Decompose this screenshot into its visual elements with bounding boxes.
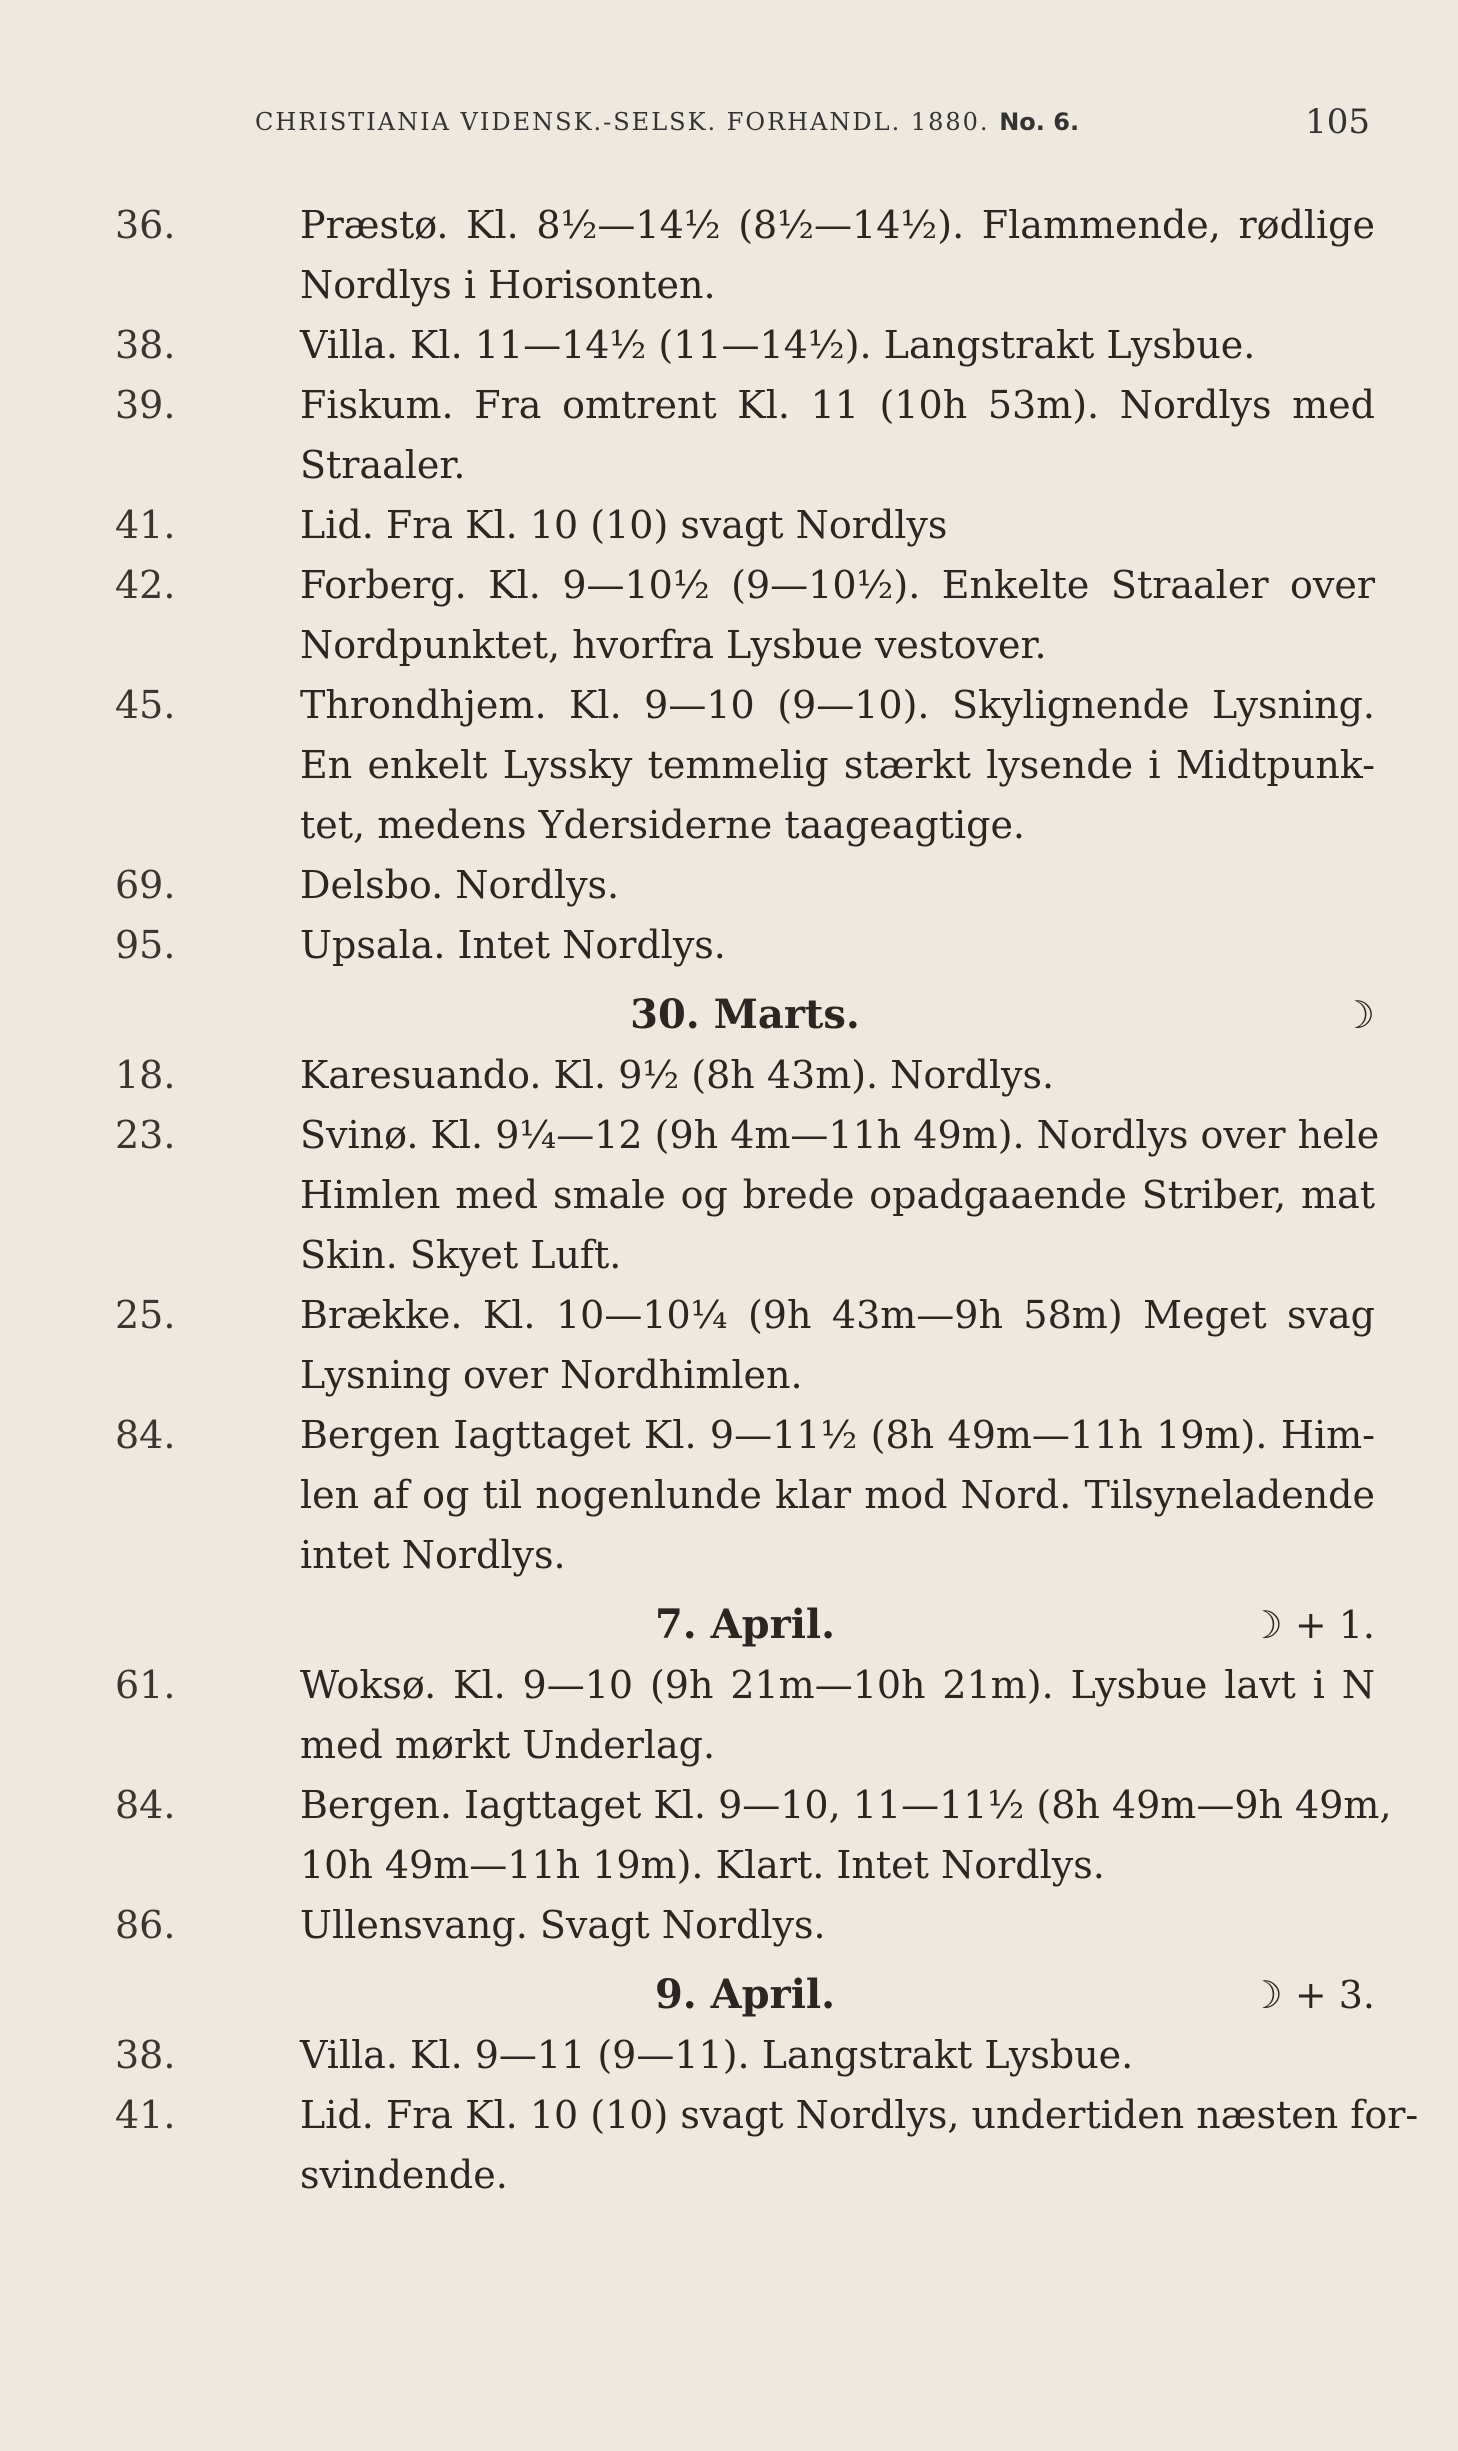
- station-entry: [115, 855, 1375, 915]
- entry-line: Delsbo. Nordlys.: [300, 863, 620, 907]
- issue-number: No. 6.: [999, 108, 1080, 136]
- section-title: 7. April.: [654, 1601, 836, 1648]
- entry-line: Throndhjem. Kl. 9—10 (9—10). Skylignende Lysning.: [300, 683, 1375, 727]
- entry-line: svindende.: [300, 2153, 508, 2197]
- station-entry: [115, 375, 1375, 495]
- station-entry: [115, 2085, 1419, 2205]
- station-number: 41.: [115, 503, 176, 547]
- running-header: [255, 102, 1370, 142]
- station-number: 38.: [115, 323, 176, 367]
- entry-line: Straaler.: [300, 443, 466, 487]
- station-entry: [115, 315, 1375, 375]
- entry-line: Lysning over Nordhimlen.: [300, 1353, 803, 1397]
- station-entry: [115, 915, 1375, 975]
- station-number: 36.: [115, 203, 176, 247]
- station-number: 23.: [115, 1113, 176, 1157]
- station-entry: [115, 2025, 1375, 2085]
- section-heading-9-april: [115, 1965, 1375, 2025]
- entry-line: Lid. Fra Kl. 10 (10) svagt Nordlys, undertiden næsten for-: [300, 2093, 1419, 2137]
- entry-line: Præstø. Kl. 8½—14½ (8½—14½). Flammende, rødlige: [300, 203, 1375, 247]
- moon-phase-symbol: ☽ + 3.: [1248, 1973, 1375, 2017]
- station-entry: [115, 1895, 1375, 1955]
- station-entry: [115, 1105, 1380, 1285]
- entry-line: Bergen. Iagttaget Kl. 9—10, 11—11½ (8h 49m—9h 49m,: [300, 1783, 1392, 1827]
- station-number: 86.: [115, 1903, 176, 1947]
- station-number: 39.: [115, 383, 176, 427]
- entry-line: Nordpunktet, hvorfra Lysbue vestover.: [300, 623, 1047, 667]
- station-number: 45.: [115, 683, 176, 727]
- station-number: 42.: [115, 563, 176, 607]
- station-number: 61.: [115, 1663, 176, 1707]
- entry-line: intet Nordlys.: [300, 1533, 566, 1577]
- moon-phase-symbol: ☽ + 1.: [1248, 1603, 1375, 1647]
- entry-line: med mørkt Underlag.: [300, 1723, 716, 1767]
- station-number: 41.: [115, 2093, 176, 2137]
- station-number: 95.: [115, 923, 176, 967]
- entry-line: Svinø. Kl. 9¼—12 (9h 4m—11h 49m). Nordlys over hele: [300, 1113, 1380, 1157]
- entry-line: Fiskum. Fra omtrent Kl. 11 (10h 53m). Nordlys med: [300, 383, 1375, 427]
- entries-block-4: [115, 2025, 1419, 2205]
- entry-line: Brække. Kl. 10—10¼ (9h 43m—9h 58m) Meget svag: [300, 1293, 1375, 1337]
- station-number: 69.: [115, 863, 176, 907]
- station-entry: [115, 555, 1375, 675]
- moon-phase-symbol: ☽: [1340, 993, 1375, 1037]
- entry-line: Ullensvang. Svagt Nordlys.: [300, 1903, 826, 1947]
- station-number: 25.: [115, 1293, 176, 1337]
- station-entry: [115, 1775, 1392, 1895]
- section-title: 30. Marts.: [630, 991, 860, 1038]
- entry-line: Lid. Fra Kl. 10 (10) svagt Nordlys: [300, 503, 948, 547]
- entry-line: len af og til nogenlunde klar mod Nord. Tilsyneladende: [300, 1473, 1375, 1517]
- section-heading-30-marts: [115, 985, 1375, 1045]
- section-title: 9. April.: [654, 1971, 836, 2018]
- page-number: 105: [1305, 102, 1370, 142]
- entry-line: Forberg. Kl. 9—10½ (9—10½). Enkelte Straaler over: [300, 563, 1375, 607]
- entry-line: Villa. Kl. 9—11 (9—11). Langstrakt Lysbue.: [300, 2033, 1134, 2077]
- station-number: 84.: [115, 1413, 176, 1457]
- station-entry: [115, 1405, 1375, 1585]
- station-entry: [115, 1655, 1375, 1775]
- entry-line: Upsala. Intet Nordlys.: [300, 923, 726, 967]
- station-entry: [115, 495, 1375, 555]
- station-number: 38.: [115, 2033, 176, 2077]
- entry-line: Karesuando. Kl. 9½ (8h 43m). Nordlys.: [300, 1053, 1055, 1097]
- entry-line: Himlen med smale og brede opadgaaende Striber, mat: [300, 1173, 1375, 1217]
- entries-block-3: [115, 1655, 1392, 1955]
- station-number: 84.: [115, 1783, 176, 1827]
- section-heading-7-april: [115, 1595, 1375, 1655]
- entries-block-1: [115, 195, 1375, 975]
- entry-line: 10h 49m—11h 19m). Klart. Intet Nordlys.: [300, 1843, 1105, 1887]
- entry-line: Nordlys i Horisonten.: [300, 263, 716, 307]
- observation-list: [115, 195, 1419, 2205]
- running-title: CHRISTIANIA VIDENSK.-SELSK. FORHANDL. 1880.: [255, 108, 990, 136]
- entry-line: En enkelt Lyssky temmelig stærkt lysende i Midtpunk-: [300, 743, 1375, 787]
- entry-line: Villa. Kl. 11—14½ (11—14½). Langstrakt Lysbue.: [300, 323, 1256, 367]
- station-entry: [115, 195, 1375, 315]
- station-entry: [115, 1285, 1375, 1405]
- station-entry: [115, 1045, 1375, 1105]
- entries-block-2: [115, 1045, 1380, 1585]
- station-number: 18.: [115, 1053, 176, 1097]
- entry-line: tet, medens Ydersiderne taageagtige.: [300, 803, 1026, 847]
- entry-line: Skin. Skyet Luft.: [300, 1233, 622, 1277]
- station-entry: [115, 675, 1375, 855]
- entry-line: Bergen Iagttaget Kl. 9—11½ (8h 49m—11h 19m). Him-: [300, 1413, 1375, 1457]
- entry-line: Woksø. Kl. 9—10 (9h 21m—10h 21m). Lysbue lavt i N: [300, 1663, 1375, 1707]
